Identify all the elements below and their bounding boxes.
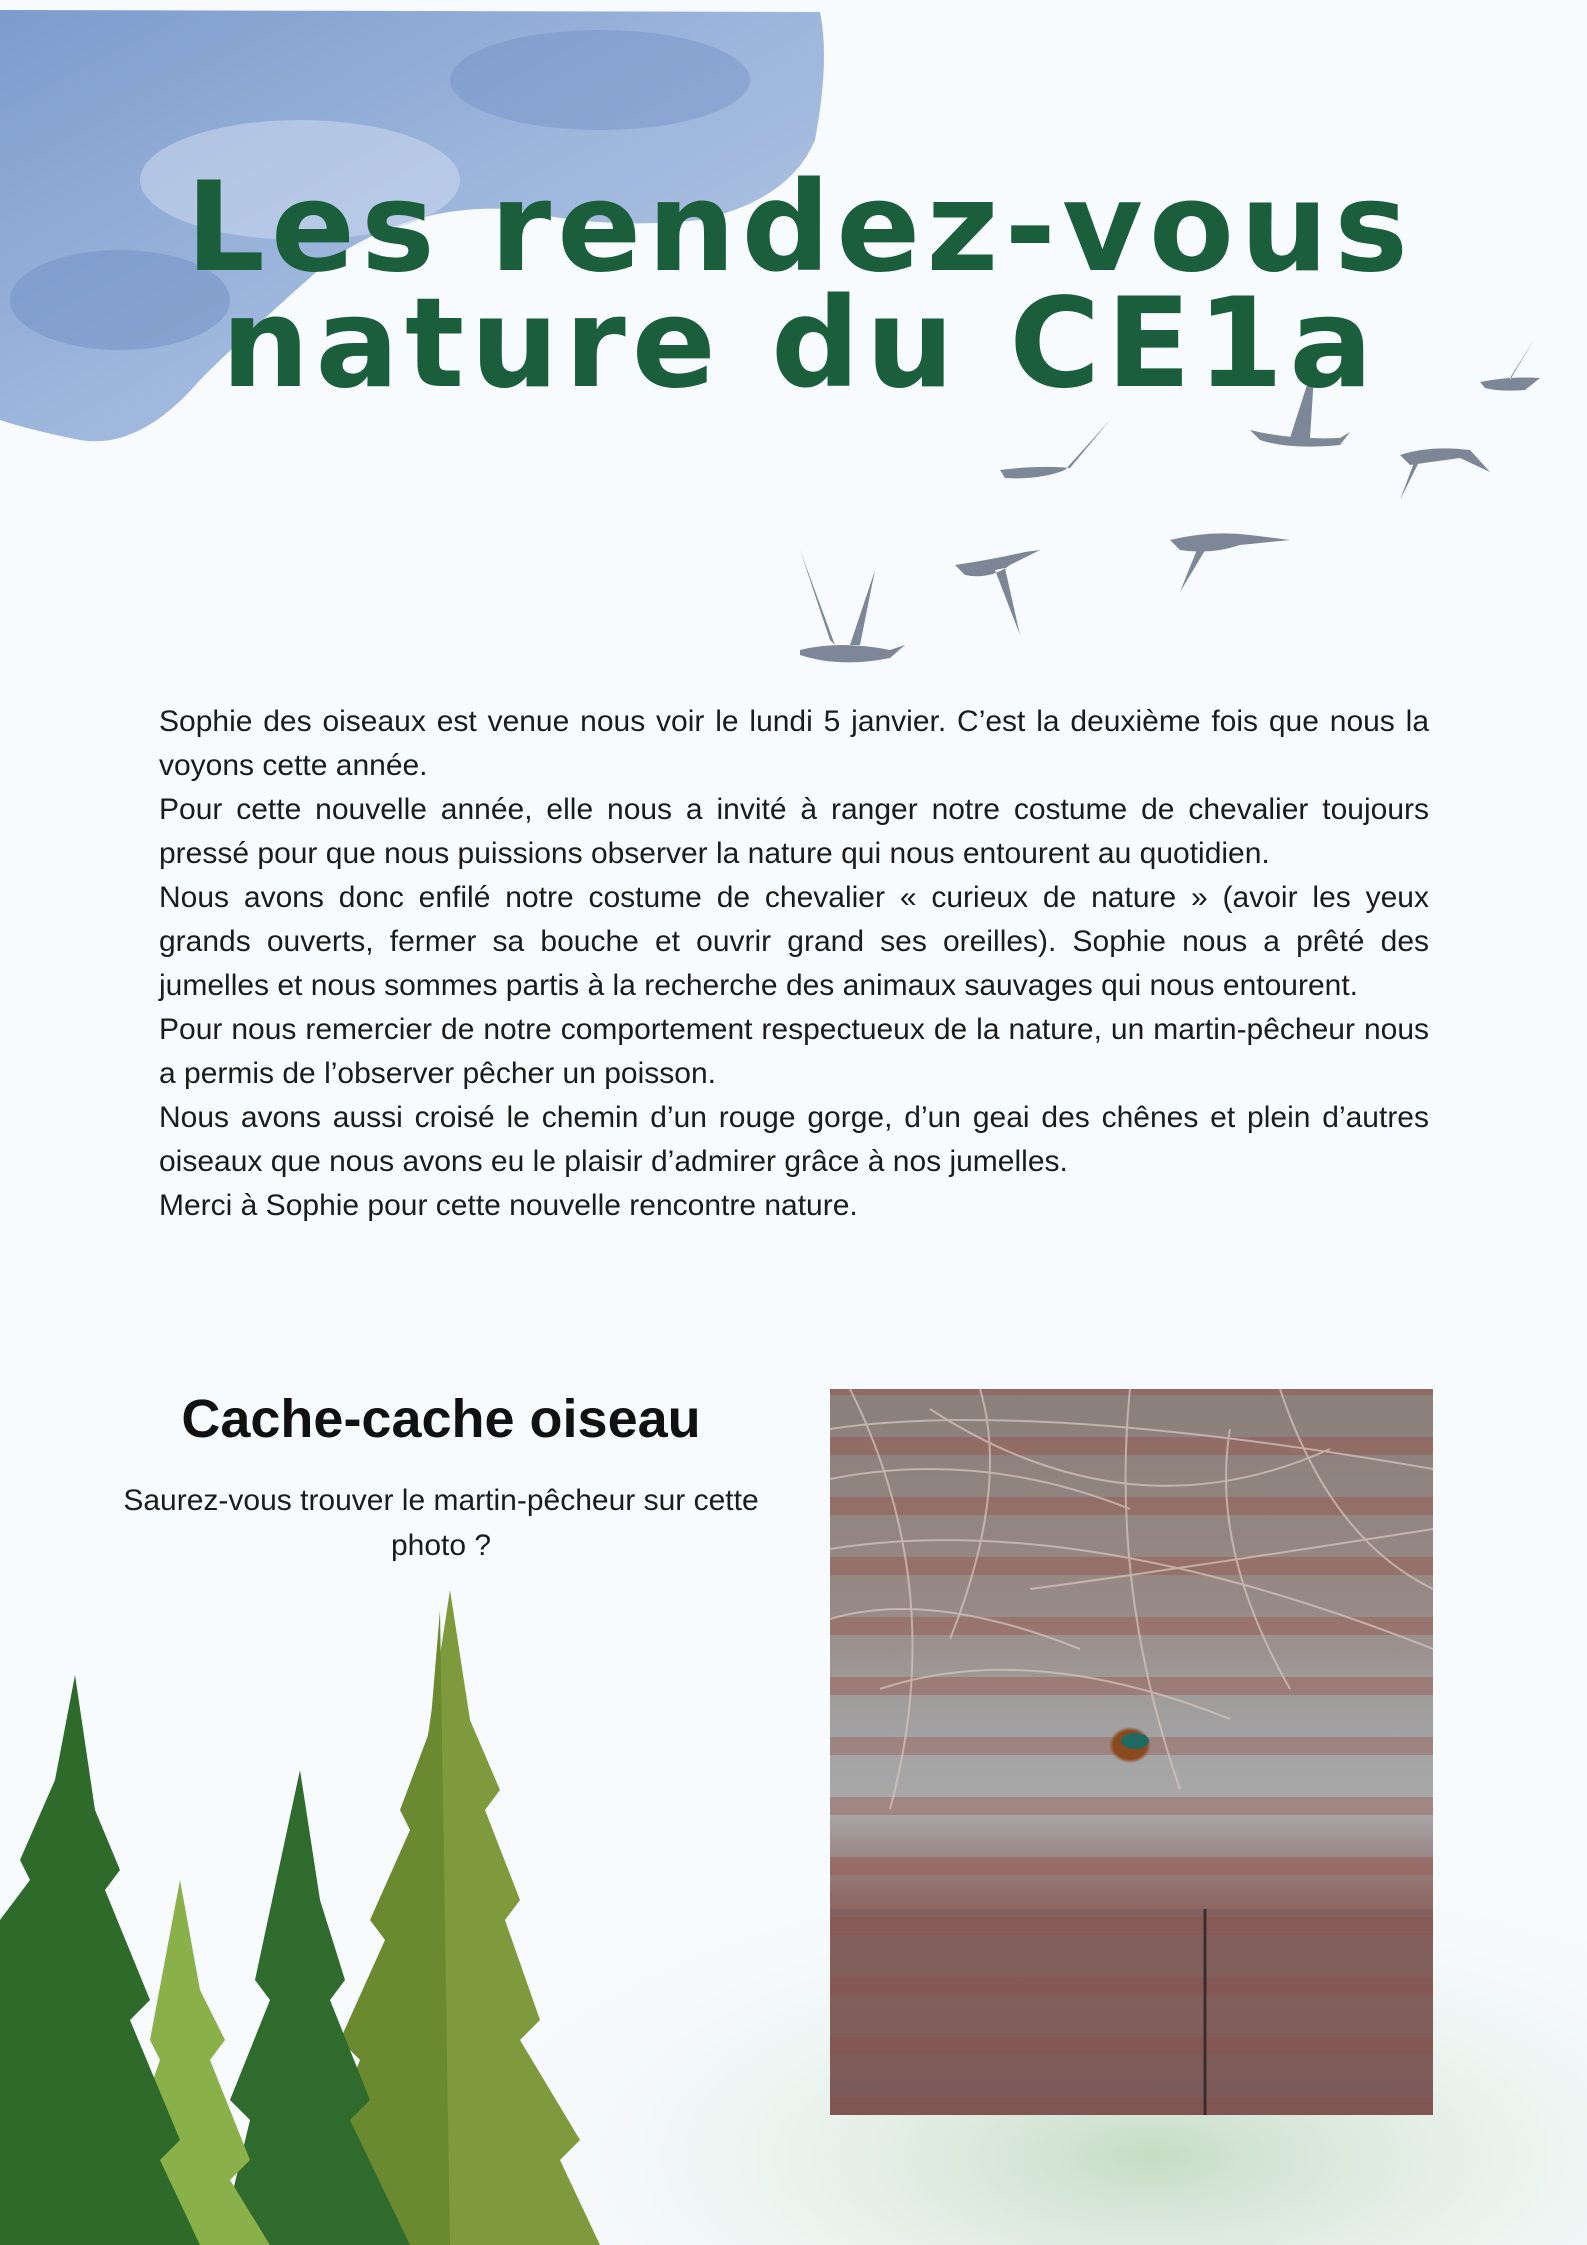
article-body (159, 700, 1429, 1228)
pine-trees-decoration (0, 1580, 600, 2245)
title-line-2: nature du CE1a (221, 272, 1379, 416)
article-paragraph: Nous avons donc enfilé notre costume de chevalier « curieux de nature » (avoir les yeux grands ouverts, fermer sa bouche et ouvrir grand ses oreilles). Sophie nous a prêté des jumelles et nous sommes partis à la recherche des animaux sauvages qui nous entourent. (159, 881, 1429, 1002)
game-heading: Cache-cache oiseau (181, 1389, 701, 1449)
article-paragraph: Sophie des oiseaux est venue nous voir le lundi 5 janvier. C’est la deuxième fois que nous la voyons cette année. (159, 705, 1429, 782)
article-paragraph: Pour cette nouvelle année, elle nous a invité à ranger notre costume de chevalier toujours pressé pour que nous puissions observer la nature qui nous entourent au quotidien. (159, 793, 1429, 870)
article-paragraph: Nous avons aussi croisé le chemin d’un rouge gorge, d’un geai des chênes et plein d’autres oiseaux que nous avons eu le plaisir d’admirer grâce à nos jumelles. (159, 1101, 1429, 1178)
article-paragraph: Pour nous remercier de notre comportement respectueux de la nature, un martin-pêcheur nous a permis de l’observer pêcher un poisson. (159, 1013, 1429, 1090)
article-paragraph: Merci à Sophie pour cette nouvelle rencontre nature. (159, 1189, 858, 1222)
page-title (100, 156, 1500, 416)
kingfisher-hidden-photo (830, 1389, 1433, 2115)
game-question: Saurez-vous trouver le martin-pêcheur sur cette photo ? (123, 1484, 759, 1562)
title-line-1: Les rendez-vous (185, 156, 1415, 300)
branches-overlay (830, 1389, 1433, 2115)
